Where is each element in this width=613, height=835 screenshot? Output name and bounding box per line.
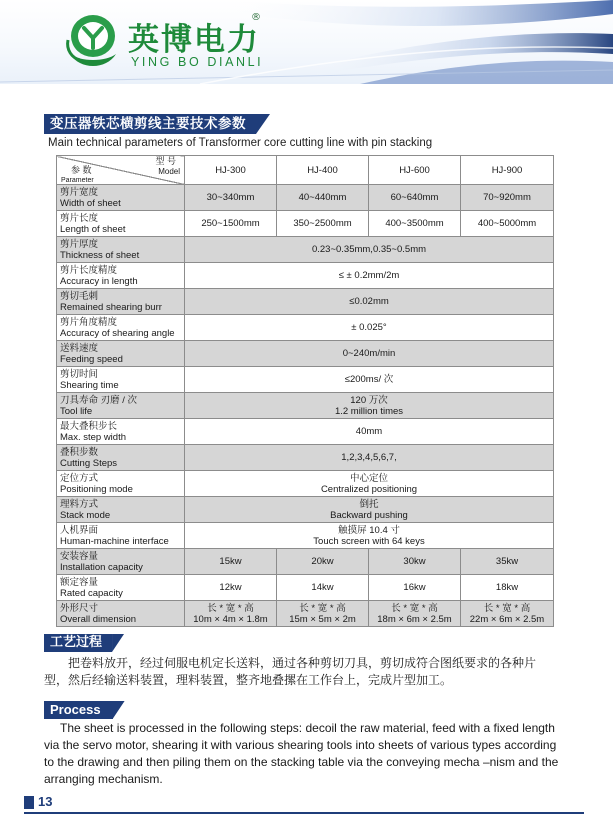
page-number-tab bbox=[24, 796, 34, 809]
company-name-cn: 英博电力 bbox=[128, 22, 260, 58]
page-header bbox=[0, 0, 613, 84]
param-value: ± 0.025° bbox=[351, 322, 387, 333]
param-name-en: Width of sheet bbox=[60, 197, 121, 209]
spec-row bbox=[57, 289, 554, 315]
dimension-value: 22m × 6m × 2.5m bbox=[469, 613, 545, 625]
title-tab-decoration bbox=[256, 114, 270, 134]
param-name-cn: 剪片厚度 bbox=[60, 238, 99, 250]
param-name-en: Accuracy in length bbox=[60, 275, 138, 287]
param-value-cell: 400~5000mm bbox=[461, 211, 554, 237]
param-value-cell: 250~1500mm bbox=[185, 211, 277, 237]
param-value-cell-span bbox=[185, 523, 554, 549]
param-value-cell-span bbox=[185, 341, 554, 367]
process-description-en: The sheet is processed in the following steps: decoil the raw material, feed with a fixed length via the servo motor, shearing it with various shearing tools into sheets of various types according to the drawing and then piling them on the stacking table via the conveying mecha –nism and the arranging mechanism. bbox=[44, 721, 559, 786]
param-value-cell: 14kw bbox=[277, 575, 369, 601]
param-name-cell bbox=[57, 185, 185, 211]
param-value-cell: 35kw bbox=[461, 549, 554, 575]
param-value-cell-span bbox=[185, 367, 554, 393]
param-value: ≤ ± 0.2mm/2m bbox=[338, 270, 400, 281]
param-value-cell-span bbox=[185, 315, 554, 341]
spec-table-header-row bbox=[57, 156, 554, 185]
param-name-cn: 额定容量 bbox=[60, 576, 99, 588]
spec-row bbox=[57, 341, 554, 367]
param-value: 120 万次 bbox=[350, 394, 388, 406]
spec-row bbox=[57, 237, 554, 263]
spec-row bbox=[57, 549, 554, 575]
param-name-cell bbox=[57, 549, 185, 575]
param-value-cell: 30~340mm bbox=[185, 185, 277, 211]
footer-rule bbox=[24, 812, 584, 814]
section-title-specs-en: Main technical parameters of Transformer core cutting line with pin stacking bbox=[48, 137, 433, 149]
param-name-cell bbox=[57, 445, 185, 471]
model-column-header: HJ-300 bbox=[185, 156, 277, 185]
param-value-cell-span bbox=[185, 419, 554, 445]
model-column-header: HJ-900 bbox=[461, 156, 554, 185]
param-value-cell: 12kw bbox=[185, 575, 277, 601]
header-param-label-en: Parameter bbox=[61, 177, 94, 184]
param-name-cell bbox=[57, 601, 185, 627]
model-column-header: HJ-600 bbox=[369, 156, 461, 185]
param-name-cell bbox=[57, 211, 185, 237]
param-value-cell: 15kw bbox=[185, 549, 277, 575]
param-name-cn: 定位方式 bbox=[60, 472, 99, 484]
spec-row bbox=[57, 185, 554, 211]
header-model-label-en: Model bbox=[158, 167, 180, 176]
spec-row bbox=[57, 497, 554, 523]
param-name-en: Cutting Steps bbox=[60, 457, 118, 469]
param-value-cell-span bbox=[185, 445, 554, 471]
param-name-en: Rated capacity bbox=[60, 587, 123, 599]
param-name-cell bbox=[57, 263, 185, 289]
param-value: 40mm bbox=[355, 426, 383, 437]
param-name-cell bbox=[57, 289, 185, 315]
param-value-cell-span bbox=[185, 263, 554, 289]
param-name-cn: 理料方式 bbox=[60, 498, 99, 510]
param-name-cn: 剪片长度精度 bbox=[60, 264, 118, 276]
param-value: 0~240m/min bbox=[342, 348, 396, 359]
spec-row bbox=[57, 393, 554, 419]
param-name-cn: 叠积步数 bbox=[60, 446, 99, 458]
param-value-cell bbox=[185, 601, 277, 627]
param-name-cn: 剪切毛刺 bbox=[60, 290, 99, 302]
spec-row bbox=[57, 523, 554, 549]
param-name-cell bbox=[57, 341, 185, 367]
param-value: 1,2,3,4,5,6,7, bbox=[341, 452, 397, 463]
spec-row bbox=[57, 601, 554, 627]
title-tab-decoration bbox=[113, 701, 125, 719]
param-value: 中心定位 bbox=[349, 472, 388, 484]
dimension-value: 15m × 5m × 2m bbox=[289, 613, 356, 625]
spec-row bbox=[57, 445, 554, 471]
param-name-en: Length of sheet bbox=[60, 223, 126, 235]
param-value-cell: 400~3500mm bbox=[369, 211, 461, 237]
param-value-cell: 40~440mm bbox=[277, 185, 369, 211]
spec-table bbox=[56, 155, 554, 627]
header-model-label-cn: 型 号 bbox=[155, 156, 176, 166]
param-name-cn: 剪片长度 bbox=[60, 212, 99, 224]
param-value-cell bbox=[369, 601, 461, 627]
section-title-process-cn bbox=[44, 634, 112, 652]
dimension-label: 长 * 宽 * 高 bbox=[483, 602, 531, 614]
spec-row bbox=[57, 471, 554, 497]
param-name-en: Overall dimension bbox=[60, 613, 137, 625]
dimension-label: 长 * 宽 * 高 bbox=[299, 602, 346, 614]
param-name-cn: 最大叠积步长 bbox=[60, 420, 118, 432]
company-logo-icon bbox=[64, 10, 122, 70]
param-value-cell: 60~640mm bbox=[369, 185, 461, 211]
param-name-cell bbox=[57, 393, 185, 419]
param-value: 0.23~0.35mm,0.35~0.5mm bbox=[311, 244, 427, 255]
param-value-cell-span bbox=[185, 471, 554, 497]
param-name-cell bbox=[57, 419, 185, 445]
param-name-cn: 剪切时间 bbox=[60, 368, 99, 380]
param-name-en: Feeding speed bbox=[60, 353, 123, 365]
param-name-cn: 刀具寿命 刃磨 / 次 bbox=[60, 394, 138, 406]
param-value-cell-span bbox=[185, 497, 554, 523]
section-title-process-en bbox=[44, 701, 113, 719]
param-value-cell: 350~2500mm bbox=[277, 211, 369, 237]
param-name-en: Human-machine interface bbox=[60, 535, 169, 547]
spec-row bbox=[57, 263, 554, 289]
param-value: 倒托 bbox=[359, 498, 379, 510]
param-value-en: Backward pushing bbox=[330, 509, 408, 521]
param-value-cell: 20kw bbox=[277, 549, 369, 575]
param-value-en: 1.2 million times bbox=[334, 405, 404, 417]
param-value-cell bbox=[461, 601, 554, 627]
param-name-cell bbox=[57, 523, 185, 549]
process-description-cn: 把卷料放开，经过伺服电机定长送料，通过各种剪切刀具，剪切成符合图纸要求的各种片型，然后经输送料装置，理料装置，整齐地叠摞在工作台上，完成片型加工。 bbox=[44, 656, 537, 687]
param-name-en: Installation capacity bbox=[60, 561, 143, 573]
param-name-en: Max. step width bbox=[60, 431, 126, 443]
param-name-cn: 安装容量 bbox=[60, 550, 99, 562]
param-name-en: Remained shearing burr bbox=[60, 301, 162, 313]
header-param-label-cn: 参 数 bbox=[71, 165, 92, 175]
param-value-cell-span bbox=[185, 289, 554, 315]
param-name-cn: 外形尺寸 bbox=[60, 602, 99, 614]
registered-mark: ® bbox=[251, 12, 261, 23]
param-value-cell: 30kw bbox=[369, 549, 461, 575]
param-name-en: Stack mode bbox=[60, 509, 111, 521]
param-value: ≤200ms/ 次 bbox=[344, 374, 394, 385]
param-name-cn: 剪片角度精度 bbox=[60, 316, 118, 328]
header-corner-cell bbox=[57, 156, 185, 185]
param-name-en: Thickness of sheet bbox=[60, 249, 140, 261]
dimension-label: 长 * 宽 * 高 bbox=[207, 602, 254, 614]
spec-row bbox=[57, 419, 554, 445]
param-name-cell bbox=[57, 471, 185, 497]
model-column-header: HJ-400 bbox=[277, 156, 369, 185]
company-name-en: YING BO DIANLI bbox=[131, 55, 264, 69]
section-title-specs-cn-text: 变压器铁芯横剪线主要技术参数 bbox=[50, 116, 246, 132]
dimension-value: 10m × 4m × 1.8m bbox=[193, 613, 268, 625]
param-value-cell-span bbox=[185, 237, 554, 263]
spec-row bbox=[57, 575, 554, 601]
spec-row bbox=[57, 211, 554, 237]
param-value: 触摸屏 10.4 寸 bbox=[338, 524, 400, 536]
param-name-cell bbox=[57, 315, 185, 341]
title-tab-decoration bbox=[112, 634, 124, 652]
param-value-cell: 70~920mm bbox=[461, 185, 554, 211]
param-name-en: Shearing time bbox=[60, 379, 119, 391]
param-value-cell bbox=[277, 601, 369, 627]
param-name-cn: 送料速度 bbox=[60, 342, 99, 354]
param-value: ≤0.02mm bbox=[349, 296, 389, 307]
section-title-specs-cn bbox=[44, 114, 256, 134]
section-title-process-en-text: Process bbox=[50, 702, 101, 717]
dimension-label: 长 * 宽 * 高 bbox=[391, 602, 438, 614]
param-name-cell bbox=[57, 237, 185, 263]
param-value-en: Centralized positioning bbox=[320, 483, 418, 495]
page-number: 13 bbox=[38, 794, 53, 809]
param-name-en: Accuracy of shearing angle bbox=[60, 327, 175, 339]
param-value-cell: 16kw bbox=[369, 575, 461, 601]
param-name-cn: 剪片宽度 bbox=[60, 186, 99, 198]
param-name-cell bbox=[57, 497, 185, 523]
dimension-value: 18m × 6m × 2.5m bbox=[377, 613, 452, 625]
param-name-cell bbox=[57, 367, 185, 393]
param-name-cell bbox=[57, 575, 185, 601]
param-name-en: Positioning mode bbox=[60, 483, 133, 495]
param-value-cell: 18kw bbox=[461, 575, 554, 601]
param-name-en: Tool life bbox=[60, 405, 93, 417]
param-name-cn: 人机界面 bbox=[60, 524, 99, 536]
section-title-process-cn-text: 工艺过程 bbox=[50, 635, 103, 650]
spec-row bbox=[57, 315, 554, 341]
param-value-cell-span bbox=[185, 393, 554, 419]
param-value-en: Touch screen with 64 keys bbox=[313, 535, 425, 547]
spec-row bbox=[57, 367, 554, 393]
